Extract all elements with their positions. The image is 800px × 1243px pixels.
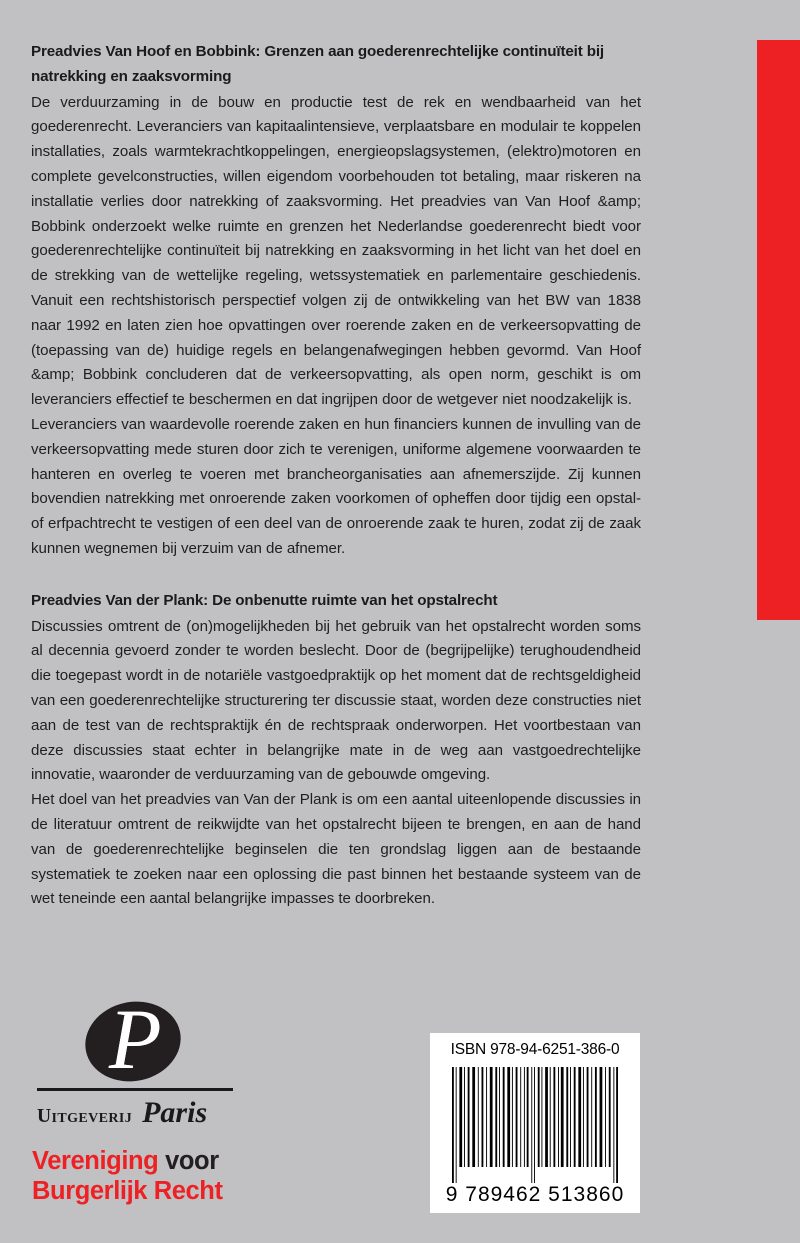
association-word-voor: voor	[165, 1147, 219, 1175]
isbn-label: ISBN 978-94-6251-386-0	[450, 1041, 620, 1058]
back-cover-text-column	[31, 40, 641, 912]
association-line-1	[32, 1146, 223, 1176]
section-heading: Preadvies Van der Plank: De onbenutte ruimte van het opstalrecht	[31, 591, 498, 609]
association-line-2: Burgerlijk Recht	[32, 1177, 223, 1205]
isbn-barcode	[430, 1033, 640, 1213]
divider-rule	[37, 1088, 233, 1091]
barcode-digits: 9 789462 513860	[440, 1183, 630, 1207]
section-van-hoof-bobbink	[31, 40, 641, 562]
barcode-bars-graphic	[440, 1063, 630, 1185]
section-paragraph: De verduurzaming in de bouw en productie test de rek en wendbaarheid van het goederenrecht. Leveranciers van kapitaalintensieve, verplaatsbare en modulair te koppelen installaties, zoals warmtekrachtkoppelingen, energieopslagsystemen, (elektro)motoren en complete gevelconstructies, willen eigendom voorbehouden tot betaling, maar riskeren na installatie verlies door natrekking of zaaksvorming. Het preadvies van Van Hoof &amp; Bobbink onderzoekt welke ruimte en grenzen het Nederlandse goederenrecht biedt voor goederenrechtelijke continuïteit bij natrekking en zaaksvorming in het licht van het doel en de strekking van de wettelijke regeling, wetssystematiek en parlementaire geschiedenis. Vanuit een rechtshistorisch perspectief volgen zij de ontwikkeling van het BW van 1838 naar 1992 en laten zien hoe opvattingen over roerende zaken en de verkeersopvatting de (toepassing van de) huidige regels en belangenafwegingen hebben gevormd. Van Hoof &amp; Bobbink concluderen dat de verkeersopvatting, als open norm, geschikt is om leveranciers effectief te beschermen en dat ingrijpen door de wetgever niet noodzakelijk is.	[31, 93, 641, 409]
red-accent-block	[757, 40, 800, 620]
section-heading: Preadvies Van Hoof en Bobbink: Grenzen aan goederenrechtelijke continuïteit bij natrekking en zaaksvorming	[31, 43, 604, 85]
publisher-logo	[37, 991, 237, 1130]
section-paragraph: Leveranciers van waardevolle roerende zaken en hun financiers kunnen de invulling van de verkeersopvatting mede sturen door zich te verenigen, uniforme algemene voorwaarden te hanteren en overleg te voeren met brancheorganisaties aan afnemerszijde. Zij kunnen bovendien natrekking met onroerende zaken voorkomen of opheffen door tijdig een opstal- of erfpachtrecht te vestigen of een deel van de onroerende zaak te huren, zodat zij de zaak kunnen wegnemen bij verzuim van de afnemer.	[31, 415, 641, 557]
section-paragraph: Het doel van het preadvies van Van der Plank is om een aantal uiteenlopende discussies in de literatuur omtrent de reikwijdte van het opstalrecht bijeen te brengen, en aan de hand van de goederenrechtelijke beginselen die ten grondslag liggen aan de bestaande systematiek te zoeken naar een oplossing die past binnen het bestaande systeem van de wet teneinde een aantal belangrijke impasses te doorbreken.	[31, 791, 641, 908]
letter-p-icon: P	[109, 991, 162, 1087]
association-name	[32, 1146, 223, 1206]
section-van-der-plank	[31, 589, 641, 912]
publisher-wordmark	[37, 1096, 237, 1130]
publisher-prefix: Uitgeverij	[37, 1106, 133, 1127]
section-paragraph: Discussies omtrent de (on)mogelijkheden bij het gebruik van het opstalrecht worden soms al decennia gevoerd zonder te worden beslecht. Door de (begrijpelijke) terughoudendheid die toegepast wordt in de notariële vastgoedpraktijk op het moment dat de rechtsgeldigheid van een goederenrechtelijke structurering ter discussie staat, worden deze constructies niet aan de test van de rechtspraktijk én de rechtspraak onderworpen. Het voortbestaan van deze discussies staat echter in belangrijke mate in de weg aan vastgoedrechtelijke innovatie, waaronder de verduurzaming van de gebouwde omgeving.	[31, 617, 641, 784]
publisher-name: Paris	[142, 1096, 208, 1129]
publisher-ellipse-mark	[85, 991, 203, 1087]
association-word-vereniging: Vereniging	[32, 1147, 159, 1175]
